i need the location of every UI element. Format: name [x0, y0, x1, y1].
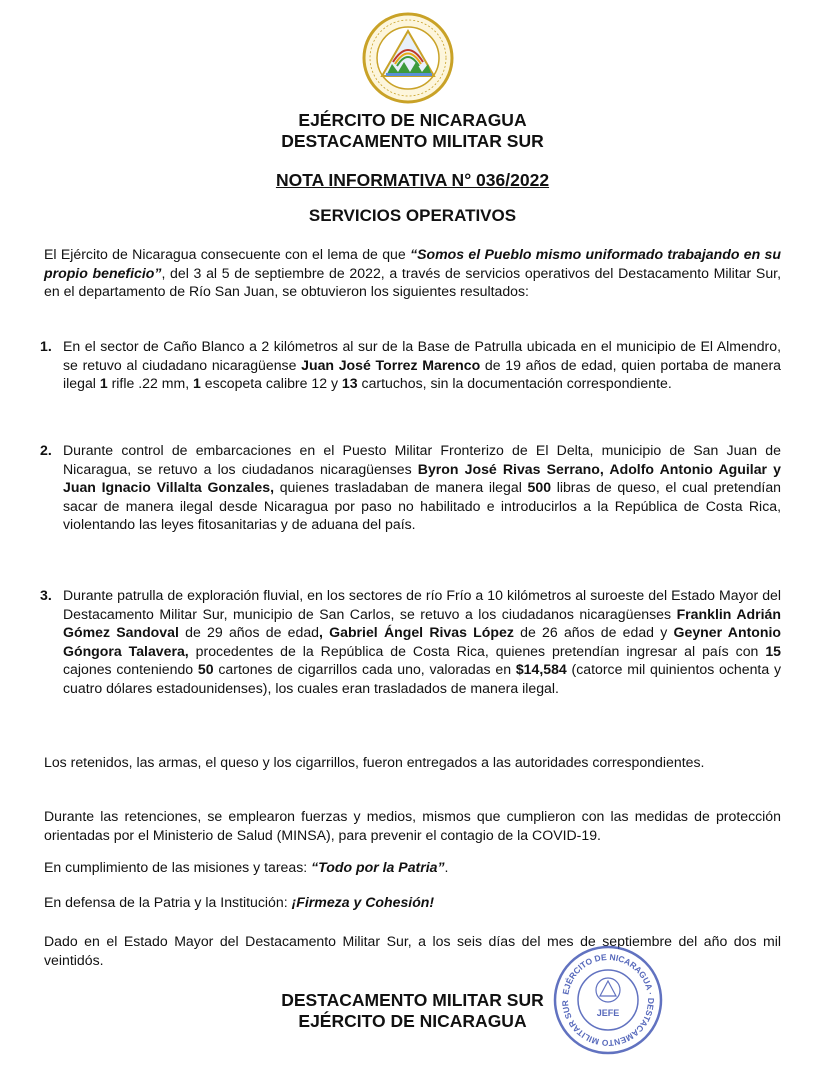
closing-paragraph-measures: Durante las retenciones, se emplearon fuerzas y medios, mismos que cumplieron con las medidas de protección orientadas por el Ministerio de Salud (MINSA), para prevenir el contagio de la COVID-19. — [44, 808, 781, 843]
footer-army-name: EJÉRCITO DE NICARAGUA — [298, 1011, 527, 1031]
footer-detachment-name: DESTACAMENTO MILITAR SUR — [281, 990, 544, 1010]
intro-motto: “Somos el Pueblo mismo uniformado trabajando en su propio beneficio” — [44, 246, 781, 281]
mission-motto: “Todo por la Patria” — [311, 859, 445, 875]
item-text-part: Durante patrulla de exploración fluvial, en los sectores de río Frío a 10 kilómetros al suroeste del Estado Mayor del Destacamento Militar Sur, municipio de San Carlos, se retuvo a los ciudadanos nicaragüenses — [63, 587, 781, 622]
defense-text: En defensa de la Patria y la Institución: — [44, 894, 292, 910]
item-text-part: cartones de cigarrillos cada uno, valoradas en — [213, 661, 516, 678]
item-text-part: procedentes de la República de Costa Rica, quienes pretendían ingresar al país con — [188, 642, 766, 659]
list-item — [40, 586, 781, 698]
list-item — [40, 337, 781, 393]
item-text-part: de 19 años de edad, quien portaba de manera ilegal — [63, 356, 782, 392]
defense-motto: ¡Firmeza y Cohesión! — [291, 894, 435, 910]
header-detachment-name: DESTACAMENTO MILITAR SUR — [281, 131, 544, 151]
person-name: , Gabriel Ángel Rivas López — [319, 624, 514, 641]
quantity: 500 — [527, 479, 552, 496]
mission-punctuation: . — [444, 859, 449, 875]
item-text-part: En el sector de Caño Blanco a 2 kilómetros al sur de la Base de Patrulla ubicada en el municipio de El Almendro, se retuvo al ciudadano nicaragüense — [63, 338, 781, 373]
list-item — [40, 441, 781, 534]
person-name: Juan José Torrez Marenco — [301, 356, 481, 373]
intro-text-2: , del 3 al 5 de septiembre de 2022, a través de servicios operativos del Destacamento Militar Sur, en el departamento de Río San Juan, se obtuvieron los siguientes resultados: — [44, 264, 781, 300]
item-text-part: libras de queso, el cual pretendían sacar de manera ilegal desde Nicaragua por paso no habilitado e introducirlos a la República de Costa Rica, violentando las leyes fitosanitarias y de aduana del país. — [63, 479, 782, 533]
closing-paragraph-mission — [44, 858, 781, 877]
item-text-part: escopeta calibre 12 y — [200, 375, 342, 392]
quantity: 13 — [341, 375, 358, 392]
note-title: NOTA INFORMATIVA N° 036/2022 — [275, 170, 550, 190]
note-subtitle: SERVICIOS OPERATIVOS — [308, 206, 517, 225]
official-stamp-icon — [552, 944, 664, 1056]
closing-paragraph-delivery: Los retenidos, las armas, el queso y los cigarrillos, fueron entregados a las autoridades correspondientes. — [44, 754, 705, 770]
person-names: Byron José Rivas Serrano, Adolfo Antonio Aguilar y Juan Ignacio Villalta Gonzales, — [63, 460, 781, 496]
item-text-part: cajones conteniendo — [63, 661, 198, 678]
item-number: 1. — [40, 338, 52, 354]
nicaragua-coat-of-arms-icon — [362, 12, 454, 104]
item-text-part: rifle .22 mm, — [107, 375, 194, 392]
header-army-name: EJÉRCITO DE NICARAGUA — [298, 110, 527, 130]
closing-paragraph-defense — [44, 893, 781, 912]
mission-text: En cumplimiento de las misiones y tareas: — [44, 859, 312, 875]
svg-text:EJÉRCITO DE NICARAGUA · DESTAC: EJÉRCITO DE NICARAGUA · DESTACAMENTO MILITAR SUR — [559, 951, 657, 1049]
quantity: 15 — [765, 642, 781, 659]
item-number: 3. — [40, 587, 52, 603]
item-text — [63, 586, 781, 698]
amount: $14,584 — [515, 661, 567, 678]
closing-paragraph-date: Dado en el Estado Mayor del Destacamento Militar Sur, a los seis días del mes de septiembre del año dos mil veintidós. — [44, 933, 781, 968]
person-name: Franklin Adrián Gómez Sandoval — [63, 605, 781, 641]
item-text — [63, 337, 781, 393]
item-text-part: de 26 años de edad y — [513, 624, 674, 641]
item-text-part: de 29 años de edad — [178, 624, 319, 641]
quantity: 1 — [99, 375, 108, 392]
intro-paragraph — [44, 245, 781, 301]
item-number: 2. — [40, 442, 52, 458]
intro-text-1: El Ejército de Nicaragua consecuente con el lema de que — [44, 246, 411, 262]
item-text-part: quienes trasladaban de manera ilegal — [274, 479, 528, 496]
item-text-part: cartuchos, sin la documentación correspondiente. — [357, 375, 672, 392]
person-name: Geyner Antonio Góngora Talavera, — [63, 624, 782, 659]
item-text-part: (catorce mil quinientos ochenta y cuatro dólares estadounidenses), los cuales eran trasladados de manera ilegal. — [63, 661, 781, 696]
quantity: 1 — [193, 375, 201, 392]
quantity: 50 — [197, 661, 214, 678]
item-text — [63, 441, 781, 534]
svg-text:JEFE: JEFE — [596, 1008, 620, 1018]
item-text-part: Durante control de embarcaciones en el Puesto Militar Fronterizo de El Delta, municipio de San Juan de Nicaragua, se retuvo a los ciudadanos nicaragüenses — [63, 442, 781, 477]
